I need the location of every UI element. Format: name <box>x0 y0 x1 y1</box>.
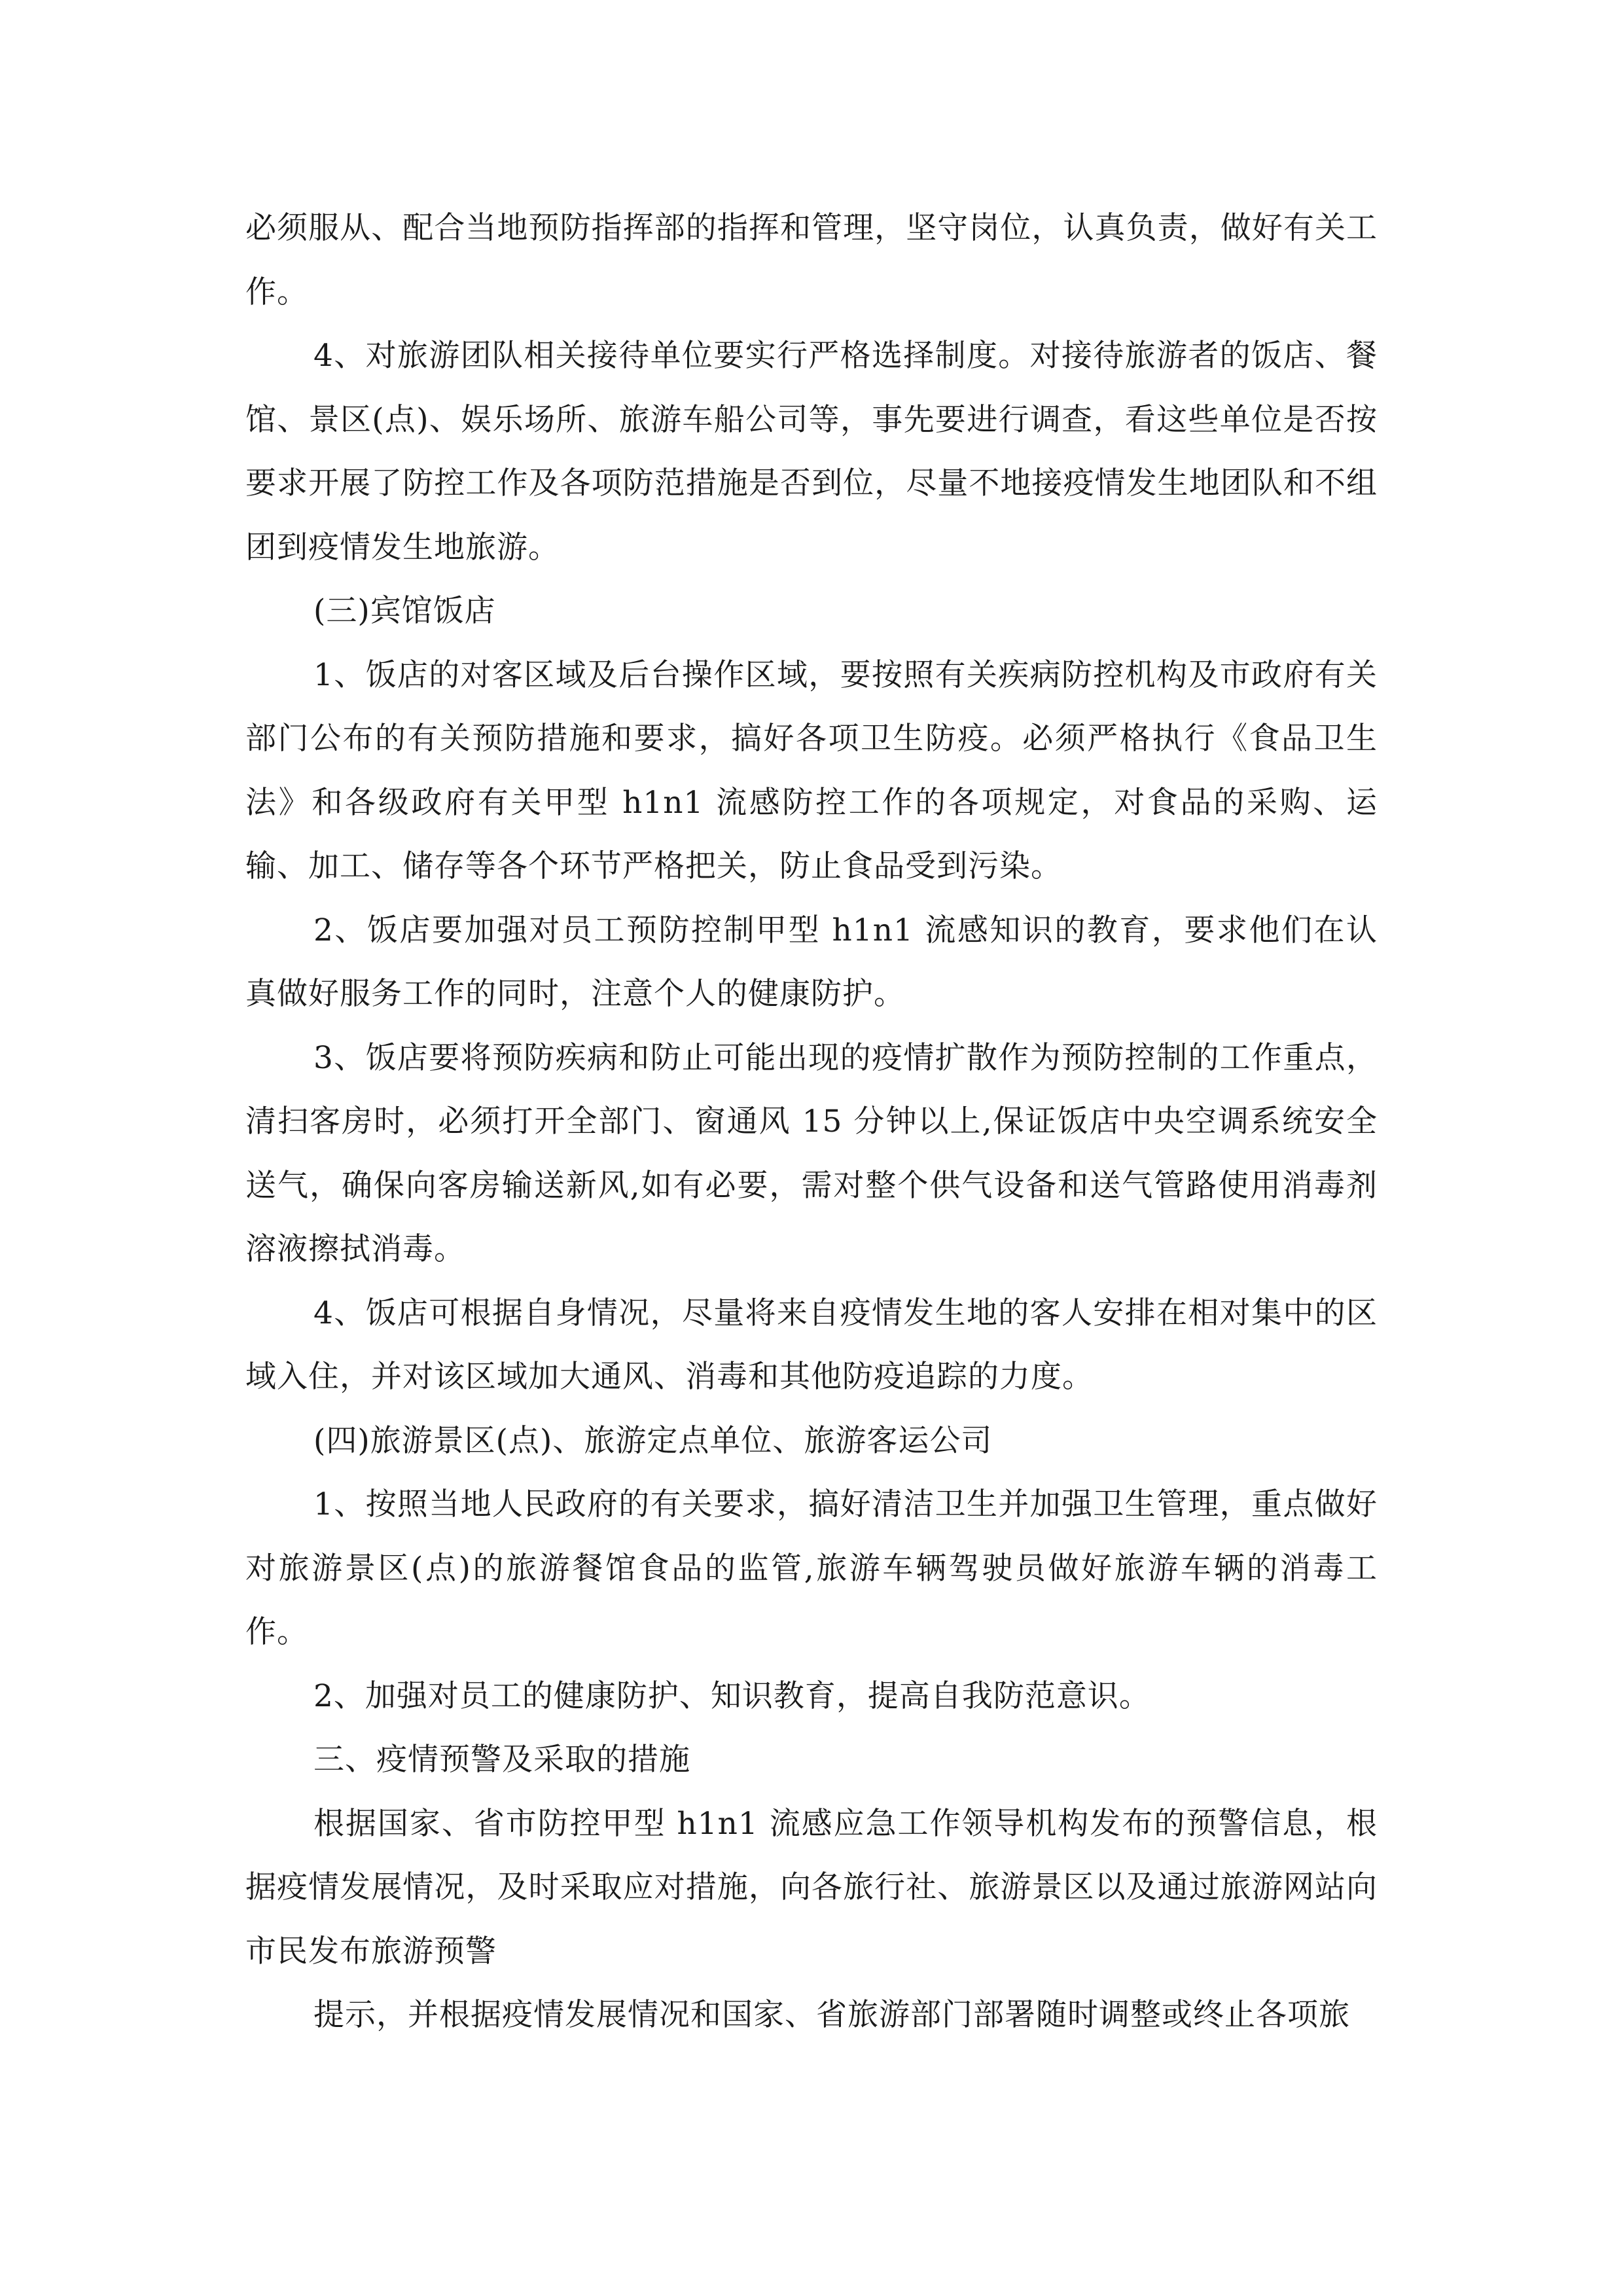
paragraph-scenic-item-1: 1、按照当地人民政府的有关要求，搞好清洁卫生并加强卫生管理，重点做好对旅游景区(点)的旅游餐馆食品的监管,旅游车辆驾驶员做好旅游车辆的消毒工作。 <box>245 1486 1378 1650</box>
section-heading-scenic-areas: (四)旅游景区(点)、旅游定点单位、旅游客运公司 <box>313 1422 993 1459</box>
paragraph-hotel-item-3: 3、饭店要将预防疾病和防止可能出现的疫情扩散作为预防控制的工作重点，清扫客房时，必须打开全部门、窗通风 15 分钟以上,保证饭店中央空调系统安全送气，确保向客房输送新风,如有必要，需对整个供气设备和送气管路使用消毒剂溶液擦拭消毒。 <box>245 1039 1378 1267</box>
document-body <box>245 196 1378 2047</box>
paragraph-warning-measures: 根据国家、省市防控甲型 h1n1 流感应急工作领导机构发布的预警信息，根据疫情发展情况，及时采取应对措施，向各旅行社、旅游景区以及通过旅游网站向市民发布旅游预警 <box>245 1805 1378 1969</box>
paragraph-scenic-item-2: 2、加强对员工的健康防护、知识教育，提高自我防范意识。 <box>313 1677 1150 1714</box>
paragraph-hotel-item-1: 1、饭店的对客区域及后台操作区域，要按照有关疾病防控机构及市政府有关部门公布的有关预防措施和要求，搞好各项卫生防疫。必须严格执行《食品卫生法》和各级政府有关甲型 h1n1 流感防控工作的各项规定，对食品的采购、运输、加工、储存等各个环节严格把关，防止食品受到污染。 <box>245 656 1378 884</box>
paragraph-hotel-item-2: 2、饭店要加强对员工预防控制甲型 h1n1 流感知识的教育，要求他们在认真做好服务工作的同时，注意个人的健康防护。 <box>245 912 1378 1012</box>
section-heading-epidemic-warning: 三、疫情预警及采取的措施 <box>313 1742 690 1778</box>
paragraph-continuation: 必须服从、配合当地预防指挥部的指挥和管理，坚守岗位，认真负责，做好有关工作。 <box>245 210 1378 310</box>
section-heading-hotels: (三)宾馆饭店 <box>313 593 496 629</box>
paragraph-item-4-reception-units: 4、对旅游团队相关接待单位要实行严格选择制度。对接待旅游者的饭店、餐馆、景区(点)、娱乐场所、旅游车船公司等，事先要进行调查，看这些单位是否按要求开展了防控工作及各项防范措施是否到位，尽量不地接疫情发生地团队和不组团到疫情发生地旅游。 <box>245 338 1378 565</box>
paragraph-hotel-item-4: 4、饭店可根据自身情况，尽量将来自疫情发生地的客人安排在相对集中的区域入住，并对该区域加大通风、消毒和其他防疫追踪的力度。 <box>245 1295 1378 1395</box>
paragraph-warning-prompt: 提示，并根据疫情发展情况和国家、省旅游部门部署随时调整或终止各项旅 <box>313 1997 1350 2033</box>
